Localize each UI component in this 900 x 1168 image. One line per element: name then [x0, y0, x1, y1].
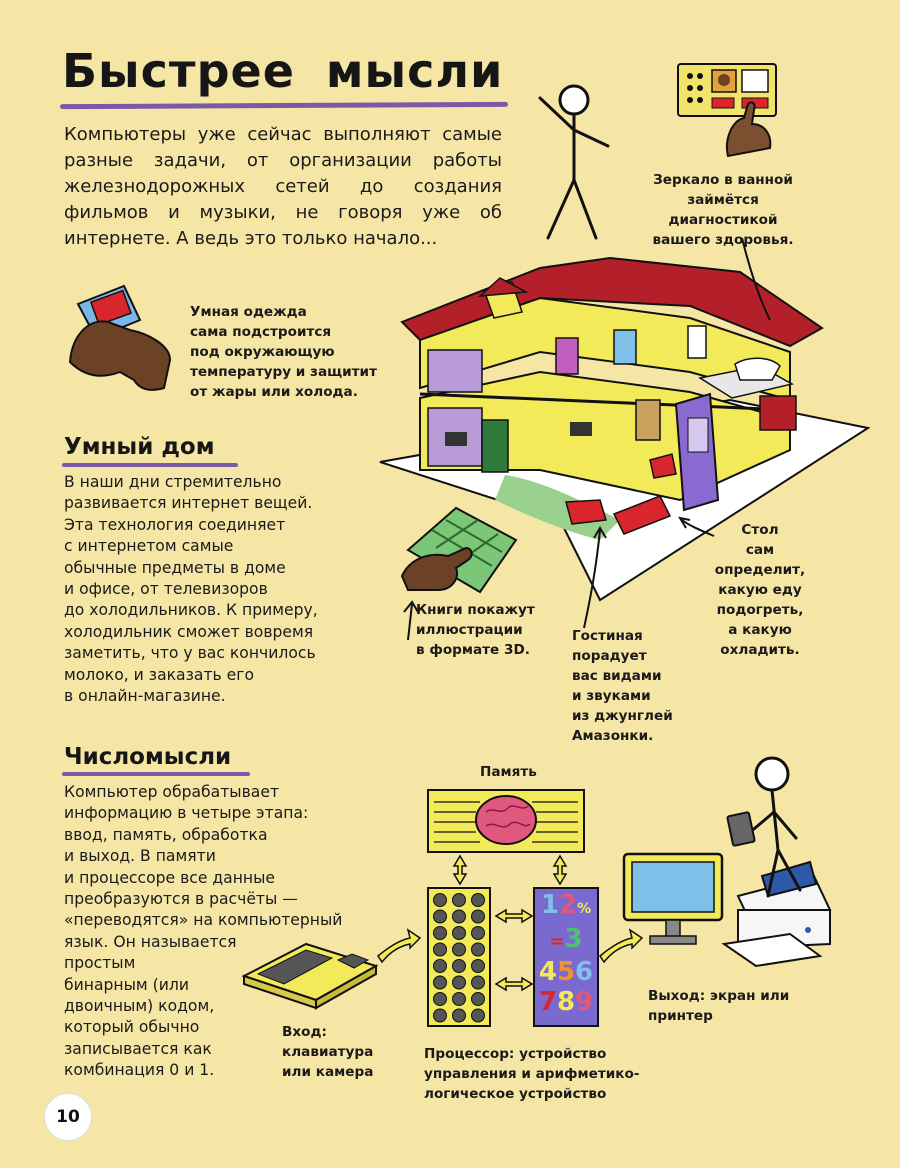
memory-label: Память [480, 764, 537, 780]
stick-figure-bottom [748, 758, 800, 896]
number-minds-underline [62, 772, 250, 776]
digit-3: 3 [564, 924, 583, 954]
printer-icon [724, 862, 830, 966]
intro-paragraph: Компьютеры уже сейчас выполняют самые разные задачи, от организации работы железнодорожных сетей до создания фильмов и музыки, не говоря уже об интернете. А ведь это только начало... [64, 124, 502, 249]
page-title: Быстрее мысли [62, 44, 504, 98]
chip-hole [472, 1009, 485, 1022]
numbers-panel [536, 890, 596, 1024]
chip-hole [453, 910, 466, 923]
processor-label: Процессор: устройство управления и арифметико- логическое устройство [424, 1046, 640, 1102]
chip-hole [472, 910, 485, 923]
chip-hole [434, 943, 447, 956]
chip-hole [453, 927, 466, 940]
chip-hole [472, 960, 485, 973]
chip-hole [472, 943, 485, 956]
chip-hole [453, 1009, 466, 1022]
number-minds-text: Компьютер обрабатывает информацию в четыре этапа: ввод, память, обработка и выход. В памяти и процессоре все данные преобразуются в расчёты — «переводятся» на компьютерный язык. Он называется простым бинарным (или двоичным) кодом, который обычно записывается как комбинация 0 и 1. [64, 783, 343, 1080]
stick-figure-top [540, 86, 608, 238]
callout-living-room: Гостиная порадует вас видами и звуками из джунглей Амазонки. [572, 628, 673, 744]
chip-hole [472, 993, 485, 1006]
smart-home-text: В наши дни стремительно развивается интернет вещей. Эта технология соединяет с интернетом самые обычные предметы в доме и офисе, от телевизоров до холодильников. К примеру, холодильник сможет вовремя заметить, что у вас кончилось молоко, и заказать его в онлайн-магазине. [64, 473, 318, 706]
digit-5: 5 [556, 957, 576, 987]
chip-hole [453, 960, 466, 973]
number-minds-heading: Числомысли [64, 744, 232, 770]
chip-hole [472, 976, 485, 989]
symbol-equals: = [549, 931, 565, 952]
digit-2: 2 [558, 890, 578, 920]
chip-hole [453, 993, 466, 1006]
tablet-icon [727, 812, 755, 846]
callout-table: Стол сам определит, какую еду подогреть, а какую охладить. [714, 522, 806, 658]
digit-8: 8 [556, 987, 576, 1017]
chip-hole [472, 894, 485, 907]
chip-hole [434, 927, 447, 940]
callout-smart-clothing: Умная одежда сама подстроится под окружающую температуру и защитит от жары или холода. [190, 304, 377, 400]
smart-home-underline [62, 463, 238, 467]
digit-1: 1 [540, 890, 559, 920]
smart-mirror-panel-icon [678, 64, 776, 156]
chip-hole [434, 976, 447, 989]
flow-arrows [378, 856, 642, 990]
chip-hole [453, 943, 466, 956]
callout-books: Книги покажут иллюстрации в формате 3D. [416, 602, 535, 658]
digit-7: 7 [538, 987, 557, 1017]
chip-hole [434, 894, 447, 907]
chip-hole [434, 1009, 447, 1022]
monitor-icon [624, 854, 722, 944]
symbol-percent: % [577, 901, 592, 917]
chip-hole [434, 960, 447, 973]
smart-book-hand-icon [402, 508, 516, 592]
smart-clothing-hand-icon [70, 286, 170, 390]
input-label: Вход: клавиатура или камера [282, 1024, 374, 1080]
chip-hole [434, 910, 447, 923]
chip-hole [453, 976, 466, 989]
smart-home-heading: Умный дом [64, 434, 215, 460]
digit-9: 9 [575, 987, 594, 1017]
digit-4: 4 [538, 957, 557, 987]
chip-hole [453, 894, 466, 907]
callout-mirror: Зеркало в ванной займётся диагностикой вашего здоровья. [652, 172, 794, 248]
page-number: 10 [44, 1093, 92, 1141]
memory-board-icon [428, 790, 584, 852]
chip-hole [472, 927, 485, 940]
output-label: Выход: экран или принтер [648, 988, 790, 1024]
chip-hole [434, 993, 447, 1006]
digit-6: 6 [575, 957, 594, 987]
